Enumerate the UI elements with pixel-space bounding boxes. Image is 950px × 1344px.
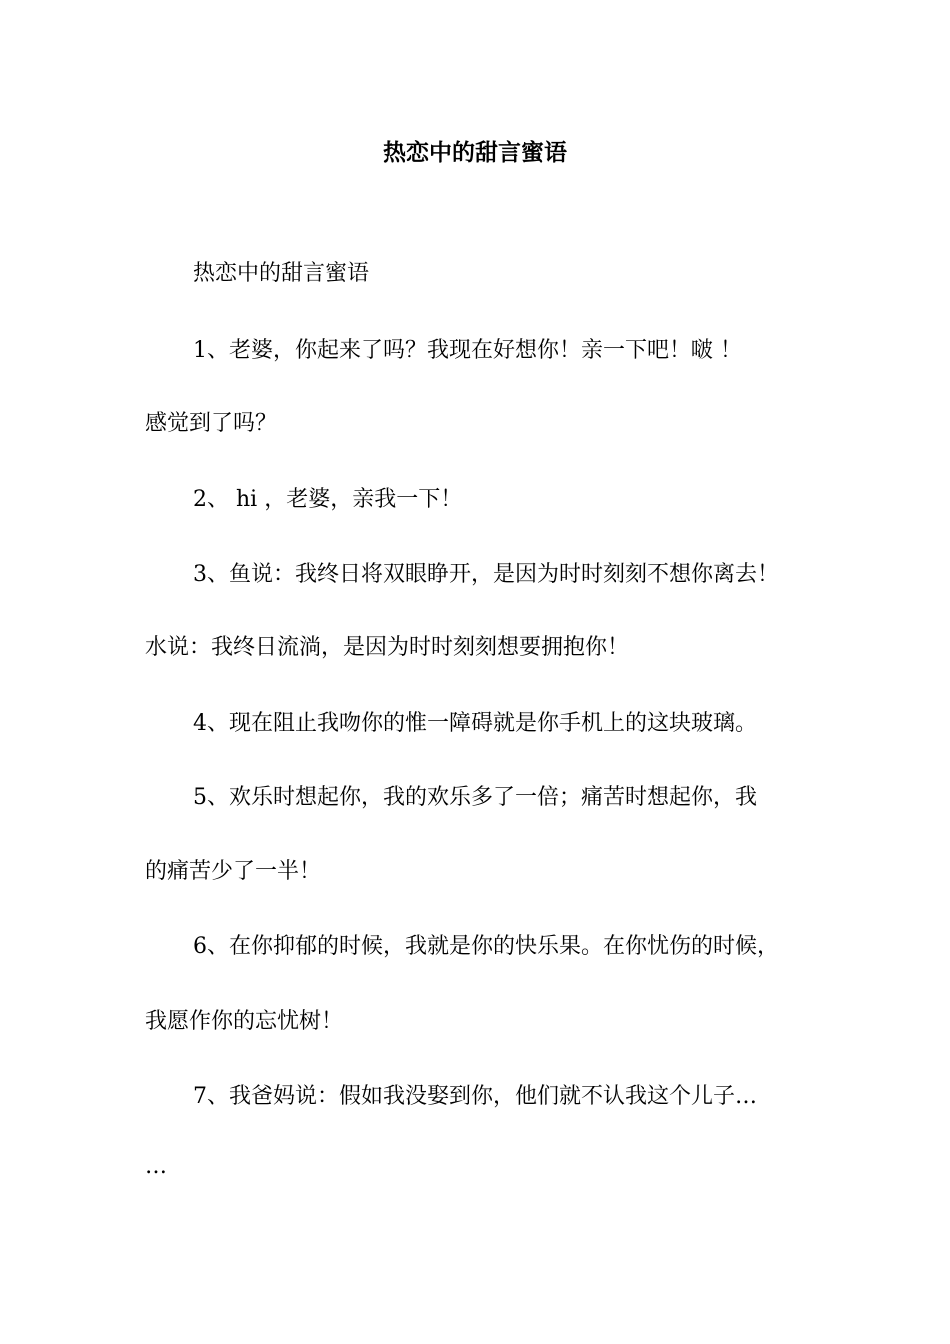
paragraph-line-2: 2、 hi ，老婆，亲我一下！: [193, 487, 463, 512]
paragraph-line-7: 7、我爸妈说：假如我没娶到你，他们就不认我这个儿子…: [193, 1084, 757, 1109]
paragraph-line-1-cont: 感觉到了吗？: [145, 411, 278, 436]
paragraph-heading: 热恋中的甜言蜜语: [193, 261, 370, 286]
paragraph-line-6-cont: 我愿作你的忘忧树！: [145, 1009, 344, 1034]
paragraph-line-7-cont: …: [145, 1154, 167, 1179]
paragraph-line-3-cont: 水说：我终日流淌，是因为时时刻刻想要拥抱你！: [145, 635, 630, 660]
paragraph-line-6: 6、在你抑郁的时候，我就是你的快乐果。在你忧伤的时候，: [193, 934, 779, 959]
paragraph-line-4: 4、现在阻止我吻你的惟一障碍就是你手机上的这块玻璃。: [193, 711, 757, 736]
paragraph-line-5-cont: 的痛苦少了一半！: [145, 859, 322, 884]
document-title: 热恋中的甜言蜜语: [383, 139, 567, 166]
paragraph-line-1: 1、老婆，你起来了吗？我现在好想你！亲一下吧！啵 ！: [193, 338, 742, 363]
paragraph-line-5: 5、欢乐时想起你，我的欢乐多了一倍；痛苦时想起你，我: [193, 785, 757, 810]
paragraph-line-3: 3、鱼说：我终日将双眼睁开，是因为时时刻刻不想你离去！: [193, 562, 779, 587]
